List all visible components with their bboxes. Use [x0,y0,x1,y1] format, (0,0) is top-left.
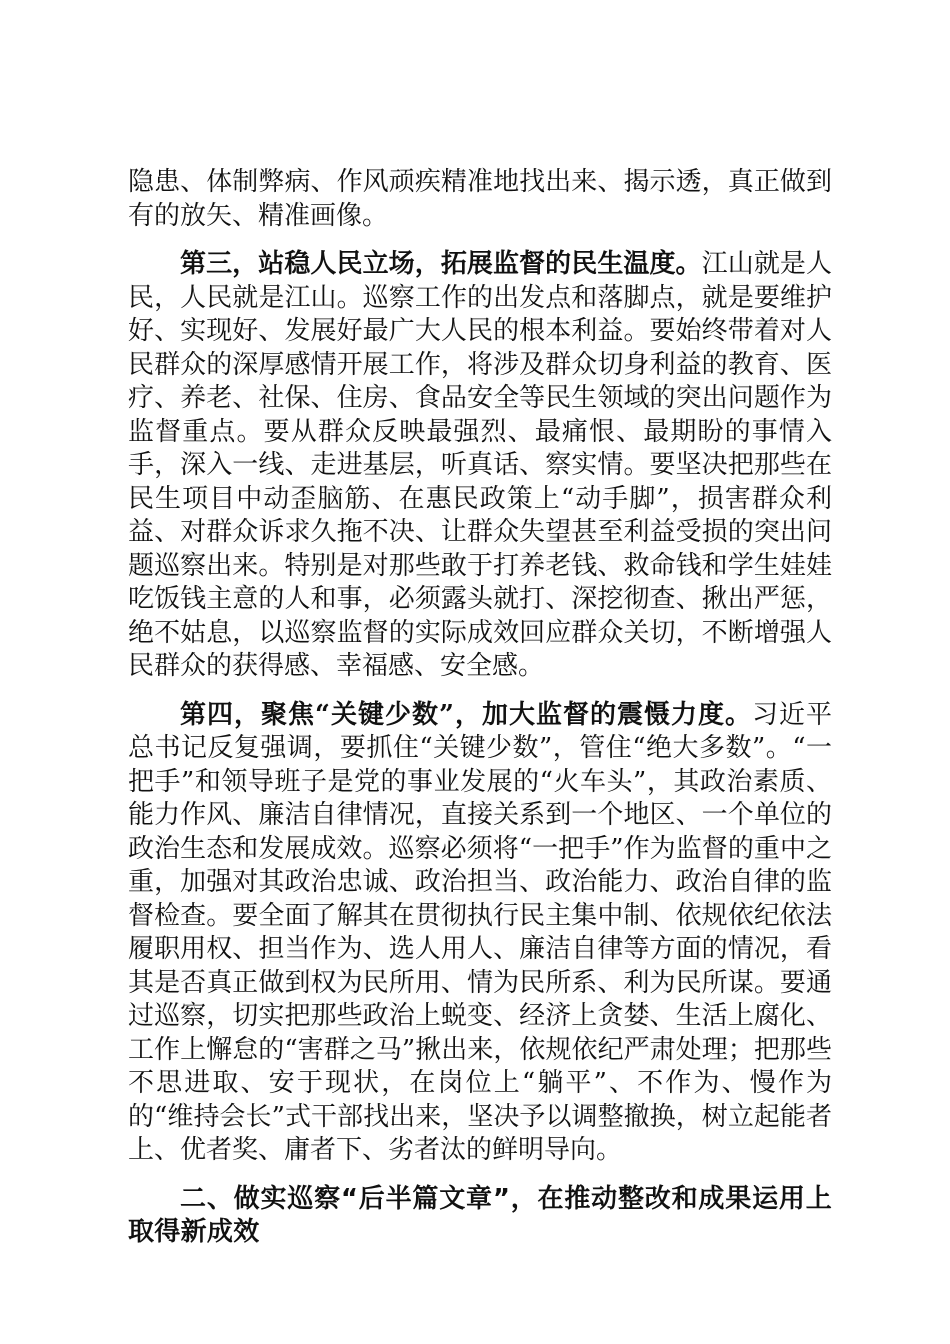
document-page [128,166,832,1250]
point-four-body: 习近平总书记反复强调，要抓住“关键少数”，管住“绝大多数”。“一把手”和领导班子是党的事业发展的“火车头”，其政治素质、能力作风、廉洁自律情况，直接关系到一个地区、一个单位的政治生态和发展成效。巡察必须将“一把手”作为监督的重中之重，加强对其政治忠诚、政治担当、政治能力、政治自律的监督检查。要全面了解其在贯彻执行民主集中制、依规依纪依法履职用权、担当作为、选人用人、廉洁自律等方面的情况，看其是否真正做到权为民所用、情为民所系、利为民所谋。要通过巡察，切实把那些政治上蜕变、经济上贪婪、生活上腐化、工作上懈怠的“害群之马”揪出来，依规依纪严肃处理；把那些不思进取、安于现状，在岗位上“躺平”、不作为、慢作为的“维持会长”式干部找出来，坚决予以调整撤换，树立起能者上、优者奖、庸者下、劣者汰的鲜明导向。 [128,699,832,1165]
point-four-paragraph [128,699,832,1168]
point-three-body: 江山就是人民，人民就是江山。巡察工作的出发点和落脚点，就是要维护好、实现好、发展好最广大人民的根本利益。要始终带着对人民群众的深厚感情开展工作，将涉及群众切身利益的教育、医疗、养老、社保、住房、食品安全等民生领域的突出问题作为监督重点。要从群众反映最强烈、最痛恨、最期盼的事情入手，深入一线、走进基层，听真话、察实情。要坚决把那些在民生项目中动歪脑筋、在惠民政策上“动手脚”，损害群众利益、对群众诉求久拖不决、让群众失望甚至利益受损的突出问题巡察出来。特别是对那些敢于打养老钱、救命钱和学生娃娃吃饭钱主意的人和事，必须露头就打、深挖彻查、揪出严惩，绝不姑息，以巡察监督的实际成效回应群众关切，不断增强人民群众的获得感、幸福感、安全感。 [128,249,832,681]
point-three-lead: 第三，站稳人民立场，拓展监督的民生温度。 [180,249,702,279]
continuation-paragraph: 隐患、体制弊病、作风顽疾精准地找出来、揭示透，真正做到有的放矢、精准画像。 [128,167,832,231]
point-three-paragraph [128,248,832,684]
point-four-lead: 第四，聚焦“关键少数”，加大监督的震慑力度。 [180,699,752,730]
section-two-heading: 二、做实巡察“后半篇文章”，在推动整改和成果运用上取得新成效 [128,1183,832,1247]
